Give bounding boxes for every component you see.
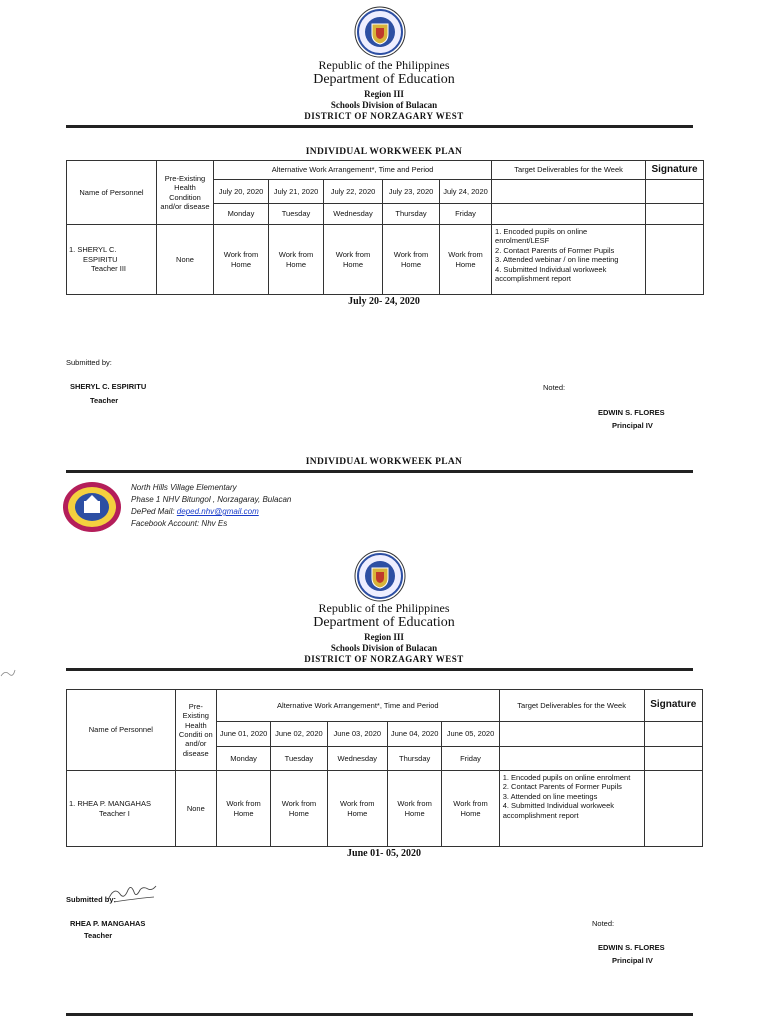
deliverable-item: 1. Encoded pupils on online enrolment — [502, 773, 631, 782]
header-target-deliverables: Target Deliverables for the Week — [492, 161, 646, 180]
footer-divider — [66, 1013, 693, 1016]
work-arrangement-cell: Work from Home — [387, 771, 441, 847]
noted-label: Noted: — [592, 919, 615, 928]
principal-name: EDWIN S. FLORES — [598, 943, 665, 952]
day-cell: Thursday — [387, 747, 441, 771]
submitter-name: RHEA P. MANGAHAS — [70, 919, 146, 928]
health-condition-value: None — [175, 771, 216, 847]
principal-role: Principal IV — [612, 956, 653, 965]
personnel-name-cell — [67, 771, 176, 847]
republic-heading: Republic of the Philippines — [318, 601, 450, 615]
deped-seal-icon — [354, 6, 406, 58]
date-cell: June 03, 2020 — [327, 722, 387, 747]
division-heading: Schools Division of Bulacan — [330, 643, 438, 653]
header-work-arrangement: Alternative Work Arrangement*, Time and Period — [216, 690, 499, 722]
principal-name: EDWIN S. FLORES — [598, 408, 665, 417]
work-arrangement-cell: Work from Home — [440, 225, 492, 295]
work-arrangement-cell: Work from Home — [216, 771, 270, 847]
deliverables-cell — [492, 225, 646, 295]
day-cell: Tuesday — [269, 204, 324, 225]
deped-seal-icon — [354, 550, 406, 602]
region-heading: Region III — [364, 89, 404, 99]
signature-cell — [644, 771, 702, 847]
day-cell: Friday — [440, 204, 492, 225]
submitter-name: SHERYL C. ESPIRITU — [70, 382, 147, 391]
deliverables-cell — [499, 771, 644, 847]
work-arrangement-cell: Work from Home — [324, 225, 383, 295]
submitted-by-label: Submitted by: — [66, 358, 112, 367]
school-logo-icon — [62, 481, 122, 533]
deliverable-item: 2. Contact Parents of Former Pupils — [502, 782, 622, 792]
department-heading: Department of Education — [313, 615, 455, 630]
noted-label: Noted: — [543, 383, 566, 392]
district-heading: DISTRICT OF NORZAGARY WEST — [304, 654, 464, 664]
date-cell: June 04, 2020 — [387, 722, 441, 747]
school-name: North Hills Village Elementary — [131, 483, 237, 492]
plan2-period: June 01- 05, 2020 — [347, 848, 421, 859]
header-signature: Signature — [646, 161, 704, 180]
date-cell: June 05, 2020 — [442, 722, 499, 747]
school-plan-heading: INDIVIDUAL WORKWEEK PLAN — [305, 457, 463, 467]
date-cell: July 20, 2020 — [214, 180, 269, 204]
deliverable-item: 2. Contact Parents of Former Pupils — [495, 245, 615, 255]
deliverable-item: 3. Attended on line meetings — [502, 791, 598, 801]
empty-cell — [644, 722, 702, 747]
principal-role: Principal IV — [612, 421, 653, 430]
day-cell: Monday — [216, 747, 270, 771]
republic-heading: Republic of the Philippines — [318, 58, 450, 72]
header-health-condition: Pre-Existing Health Condition and/or disease — [157, 161, 214, 225]
handwritten-signature-icon — [104, 882, 160, 906]
day-cell: Friday — [442, 747, 499, 771]
school-address: Phase 1 NHV Bitungol , Norzagaray, Bulacan — [131, 495, 292, 504]
department-heading: Department of Education — [313, 72, 455, 87]
work-arrangement-cell: Work from Home — [383, 225, 440, 295]
header-health-condition: Pre-Existing Health Conditi on and/or disease — [175, 690, 216, 771]
empty-cell — [646, 180, 704, 204]
deliverable-item: 4. Submitted Individual workweek accomplishment report — [495, 264, 607, 283]
submitter-role: Teacher — [84, 931, 113, 940]
personnel-name-cell — [67, 225, 157, 295]
work-arrangement-cell: Work from Home — [214, 225, 269, 295]
personnel-position: Teacher III — [91, 264, 127, 274]
date-cell: June 01, 2020 — [216, 722, 270, 747]
date-cell: July 24, 2020 — [440, 180, 492, 204]
header-signature: Signature — [644, 690, 702, 722]
district-heading: DISTRICT OF NORZAGARY WEST — [304, 111, 464, 121]
date-cell: July 21, 2020 — [269, 180, 324, 204]
division-heading: Schools Division of Bulacan — [330, 100, 438, 110]
date-cell: June 02, 2020 — [271, 722, 327, 747]
signature-cell — [646, 225, 704, 295]
empty-cell — [492, 204, 646, 225]
personnel-surname: ESPIRITU — [83, 254, 118, 264]
header-divider — [66, 125, 693, 128]
pen-scribble-icon — [0, 664, 16, 680]
day-cell: Wednesday — [324, 204, 383, 225]
day-cell: Monday — [214, 204, 269, 225]
deliverable-item: 1. Encoded pupils on online enrolment/LESF — [495, 227, 588, 246]
work-arrangement-cell: Work from Home — [442, 771, 499, 847]
day-cell: Thursday — [383, 204, 440, 225]
header-name-of-personnel: Name of Personnel — [67, 690, 176, 771]
school-facebook: Facebook Account: Nhv Es — [131, 519, 228, 528]
day-cell: Tuesday — [271, 747, 327, 771]
submitted-by-label: Submitted by: — [66, 895, 116, 904]
plan1-title: INDIVIDUAL WORKWEEK PLAN — [305, 147, 463, 157]
plan2-table — [66, 689, 703, 847]
health-condition-value: None — [157, 225, 214, 295]
empty-cell — [646, 204, 704, 225]
deliverable-item: 3. Attended webinar / on line meeting — [495, 255, 619, 265]
date-cell: July 23, 2020 — [383, 180, 440, 204]
header-name-of-personnel: Name of Personnel — [67, 161, 157, 225]
personnel-name: 1. RHEA P. MANGAHAS — [69, 799, 151, 809]
school-mail — [131, 506, 259, 518]
personnel-position: Teacher I — [99, 808, 130, 818]
empty-cell — [644, 747, 702, 771]
deliverable-item: 4. Submitted Individual workweek accomplishment report — [502, 801, 614, 820]
mail-link[interactable]: deped.nhv@gmail.com — [176, 507, 259, 516]
day-cell: Wednesday — [327, 747, 387, 771]
plan1-table — [66, 160, 704, 295]
region-heading: Region III — [364, 632, 404, 642]
header-divider — [66, 668, 693, 671]
empty-cell — [492, 180, 646, 204]
school-divider — [66, 470, 693, 473]
date-cell: July 22, 2020 — [324, 180, 383, 204]
work-arrangement-cell: Work from Home — [271, 771, 327, 847]
empty-cell — [499, 747, 644, 771]
empty-cell — [499, 722, 644, 747]
plan1-period: July 20- 24, 2020 — [348, 296, 420, 307]
personnel-name: 1. SHERYL C. — [69, 245, 117, 255]
submitter-role: Teacher — [90, 396, 119, 405]
work-arrangement-cell: Work from Home — [327, 771, 387, 847]
mail-label: DePed Mail: — [131, 507, 177, 516]
work-arrangement-cell: Work from Home — [269, 225, 324, 295]
header-work-arrangement: Alternative Work Arrangement*, Time and Period — [214, 161, 492, 180]
header-target-deliverables: Target Deliverables for the Week — [499, 690, 644, 722]
